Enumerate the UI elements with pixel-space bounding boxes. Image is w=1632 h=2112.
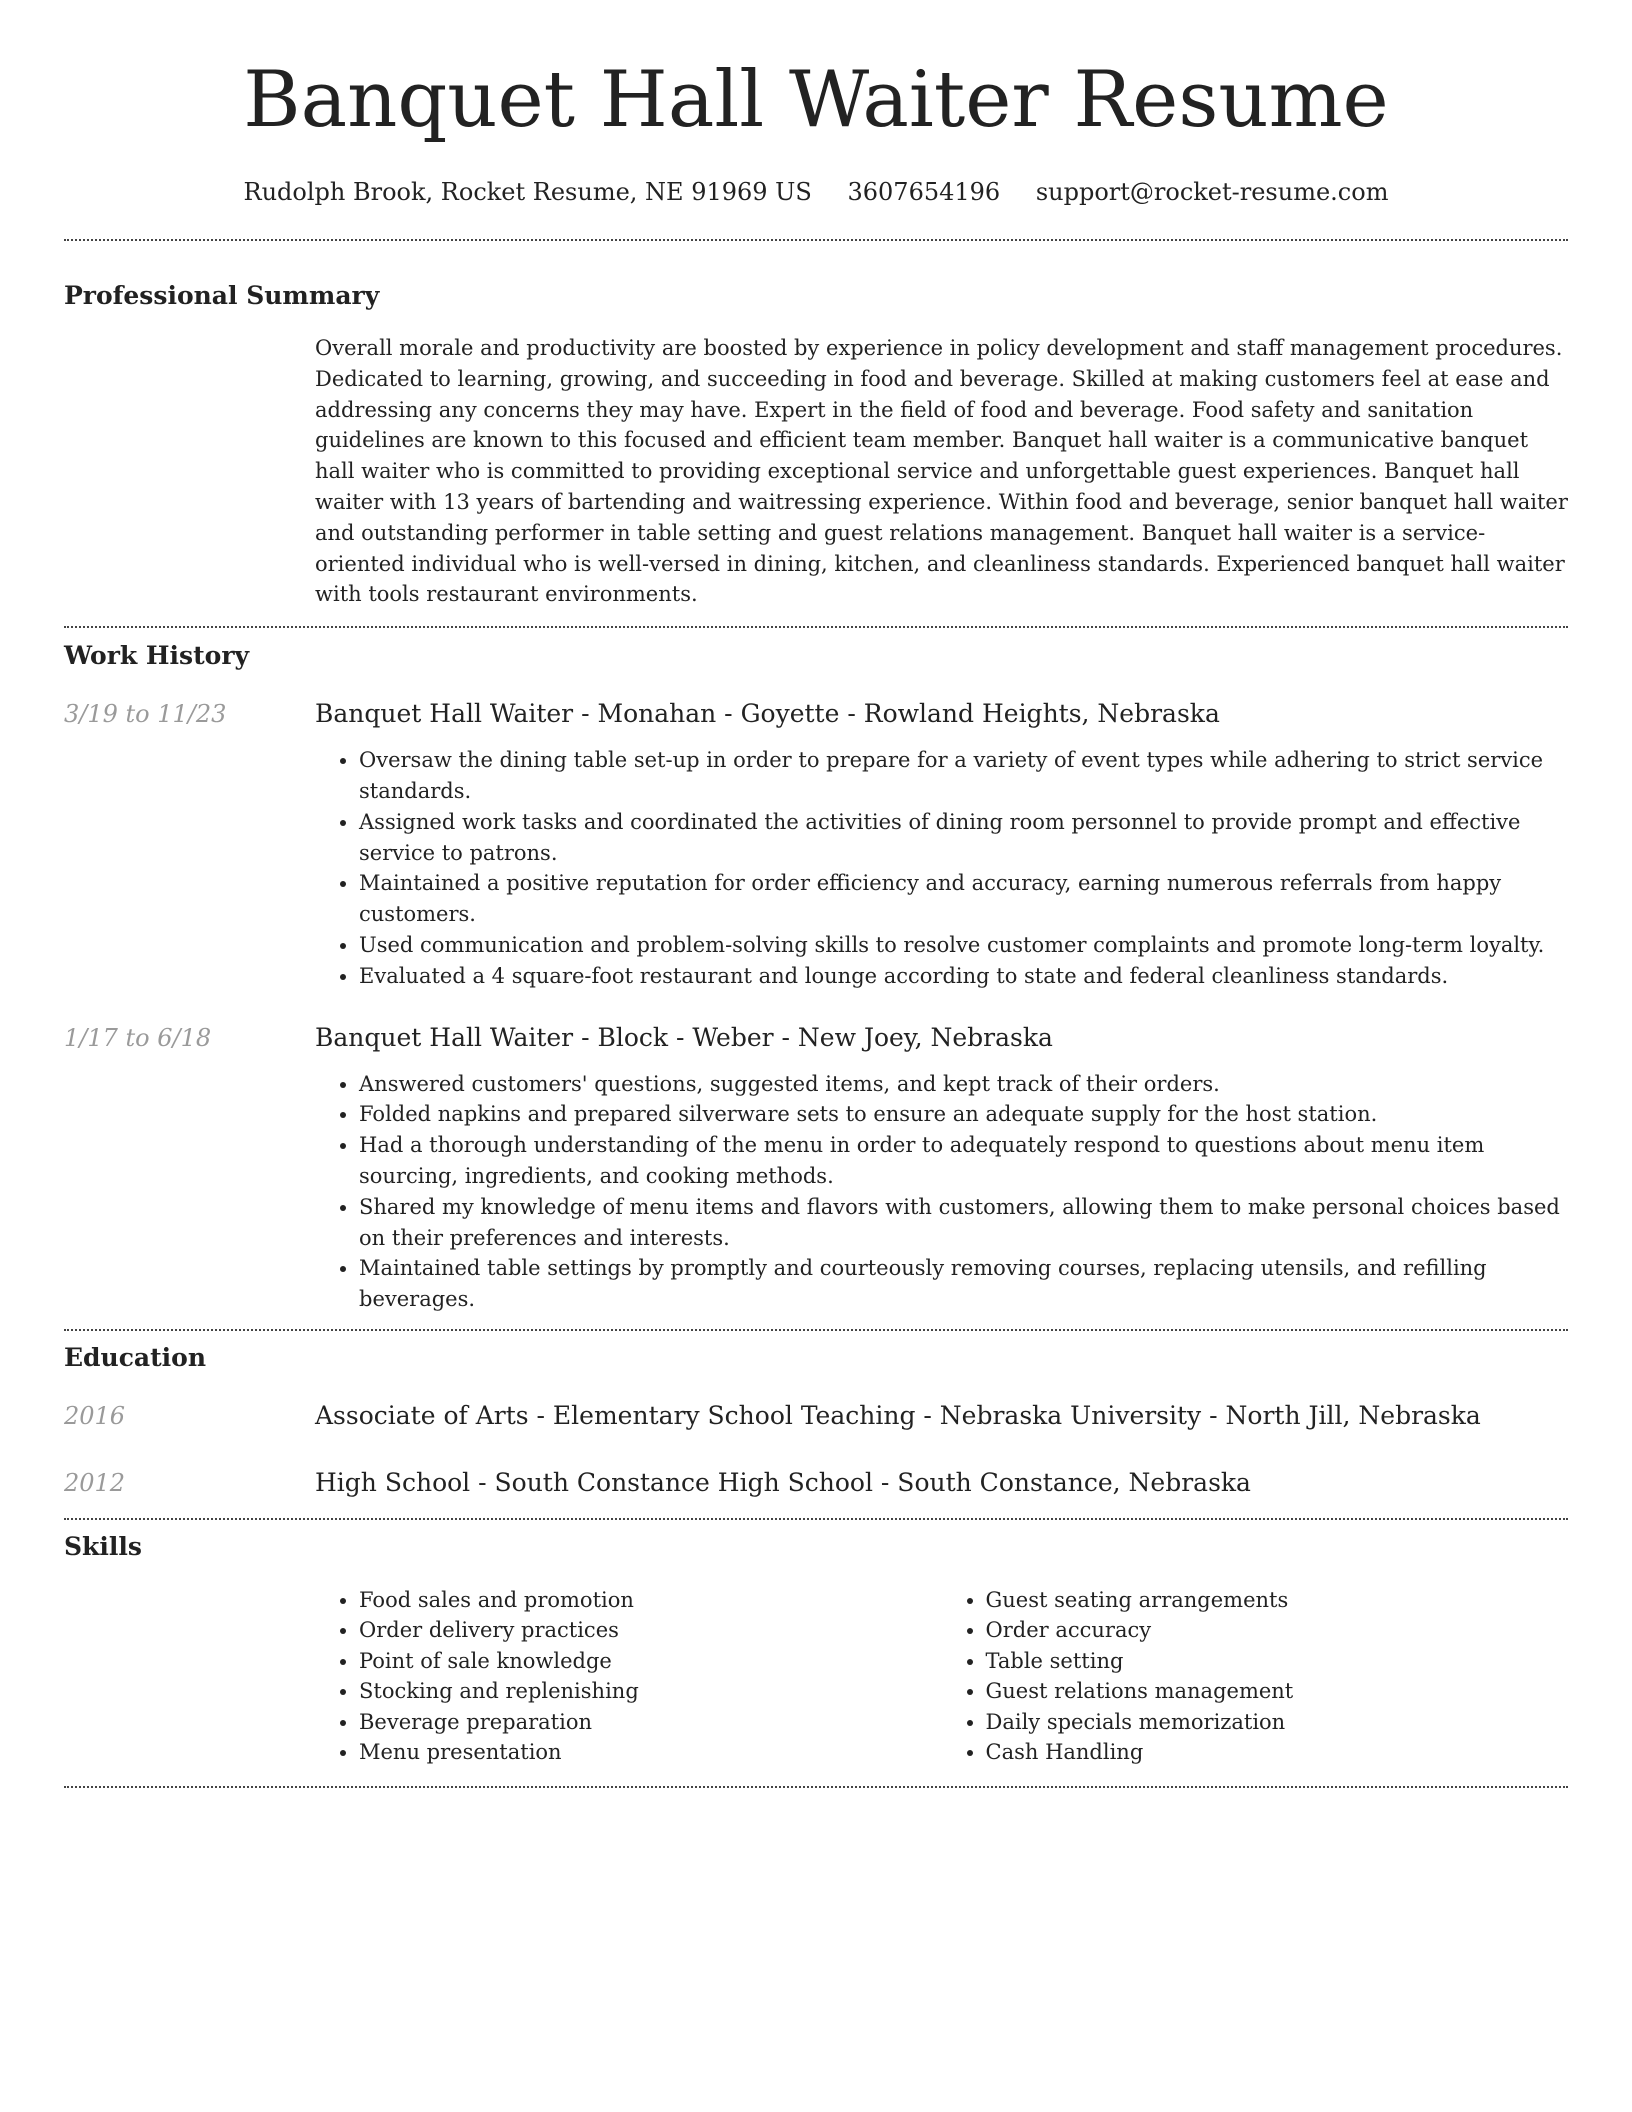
job-bullets — [315, 1069, 1568, 1315]
list-item: • Had a thorough understanding of the menu in order to adequately respond to questions about menu item sourcing, ingredients, and cooking methods. — [359, 1130, 1568, 1192]
skills-list-left — [315, 1585, 942, 1768]
job-bullets — [315, 745, 1568, 991]
job-title: Banquet Hall Waiter - Block - Weber - New Joey, Nebraska — [315, 1022, 1053, 1052]
education-title: Associate of Arts - Elementary School Teaching - Nebraska University - North Jill, Nebraska — [315, 1400, 1481, 1430]
resume-page — [64, 0, 1568, 1788]
contact-email: support@rocket-resume.com — [1035, 178, 1389, 206]
divider — [64, 1786, 1568, 1788]
job-date: 3/19 to 11/23 — [64, 700, 227, 729]
skills-heading: Skills — [64, 1531, 142, 1561]
job-header — [64, 698, 1568, 730]
contact-phone: 3607654196 — [847, 178, 1001, 206]
divider — [64, 239, 1568, 241]
list-item: • Daily specials memorization — [986, 1707, 1569, 1738]
work-history-heading: Work History — [64, 641, 250, 671]
list-item: • Maintained table settings by promptly and courteously removing courses, replacing utensils, and refilling beverages. — [359, 1253, 1568, 1315]
list-item: • Assigned work tasks and coordinated the activities of dining room personnel to provide prompt and effective service to patrons. — [359, 807, 1568, 869]
education-entry — [64, 1467, 1568, 1499]
divider — [64, 1518, 1568, 1520]
job-entry — [64, 698, 1568, 991]
summary-heading: Professional Summary — [64, 281, 380, 310]
list-item: • Order accuracy — [986, 1615, 1569, 1646]
education-date: 2012 — [64, 1468, 126, 1497]
summary-section — [64, 280, 1568, 610]
list-item: • Used communication and problem-solving skills to resolve customer complaints and promote long-term loyalty. — [359, 930, 1568, 961]
education-date: 2016 — [64, 1401, 126, 1430]
list-item: • Order delivery practices — [359, 1615, 942, 1646]
job-date: 1/17 to 6/18 — [64, 1023, 212, 1052]
job-title: Banquet Hall Waiter - Monahan - Goyette - Rowland Heights, Nebraska — [315, 699, 1220, 729]
list-item: • Shared my knowledge of menu items and flavors with customers, allowing them to make personal choices based on their preferences and interests. — [359, 1192, 1568, 1254]
skills-columns — [315, 1585, 1568, 1768]
summary-text: Overall morale and productivity are boosted by experience in policy development and staff management procedures. Dedicated to learning, growing, and succeeding in food and beverage. Skilled at making customers feel at ease and addressing any concerns they may have. Expert in the field of food and beverage. Food safety and sanitation guidelines are known to this focused and efficient team member. Banquet hall waiter is a communicative banquet hall waiter who is committed to providing exceptional service and unforgettable guest experiences. Banquet hall waiter with 13 years of bartending and waitressing experience. Within food and beverage, senior banquet hall waiter and outstanding performer in table setting and guest relations management. Banquet hall waiter is a service-oriented individual who is well-versed in dining, kitchen, and cleanliness standards. Experienced banquet hall waiter with tools restaurant environments. — [315, 336, 1568, 607]
skills-list-right — [942, 1585, 1569, 1768]
list-item: • Beverage preparation — [359, 1707, 942, 1738]
list-item: • Point of sale knowledge — [359, 1646, 942, 1677]
list-item: • Guest relations management — [986, 1676, 1569, 1707]
list-item: • Table setting — [986, 1646, 1569, 1677]
list-item: • Maintained a positive reputation for order efficiency and accuracy, earning numerous referrals from happy customers. — [359, 868, 1568, 930]
list-item: • Answered customers' questions, suggested items, and kept track of their orders. — [359, 1069, 1568, 1100]
education-title: High School - South Constance High School - South Constance, Nebraska — [315, 1467, 1251, 1497]
work-history-section — [64, 640, 1568, 1315]
education-section — [64, 1342, 1568, 1499]
skills-section — [64, 1531, 1568, 1768]
resume-title: Banquet Hall Waiter Resume — [243, 55, 1389, 145]
list-item: • Menu presentation — [359, 1737, 942, 1768]
contact-line — [64, 176, 1568, 208]
education-heading: Education — [64, 1342, 207, 1372]
job-entry — [64, 1022, 1568, 1315]
list-item: • Food sales and promotion — [359, 1585, 942, 1616]
list-item: • Guest seating arrangements — [986, 1585, 1569, 1616]
job-header — [64, 1022, 1568, 1054]
list-item: • Evaluated a 4 square-foot restaurant and lounge according to state and federal cleanliness standards. — [359, 961, 1568, 992]
list-item: • Folded napkins and prepared silverware sets to ensure an adequate supply for the host station. — [359, 1099, 1568, 1130]
education-entry — [64, 1400, 1568, 1432]
list-item: • Cash Handling — [986, 1737, 1569, 1768]
contact-address: Rudolph Brook, Rocket Resume, NE 91969 US — [243, 178, 812, 206]
list-item: • Stocking and replenishing — [359, 1676, 942, 1707]
divider — [64, 626, 1568, 628]
list-item: • Oversaw the dining table set-up in order to prepare for a variety of event types while adhering to strict service standards. — [359, 745, 1568, 807]
divider — [64, 1329, 1568, 1331]
